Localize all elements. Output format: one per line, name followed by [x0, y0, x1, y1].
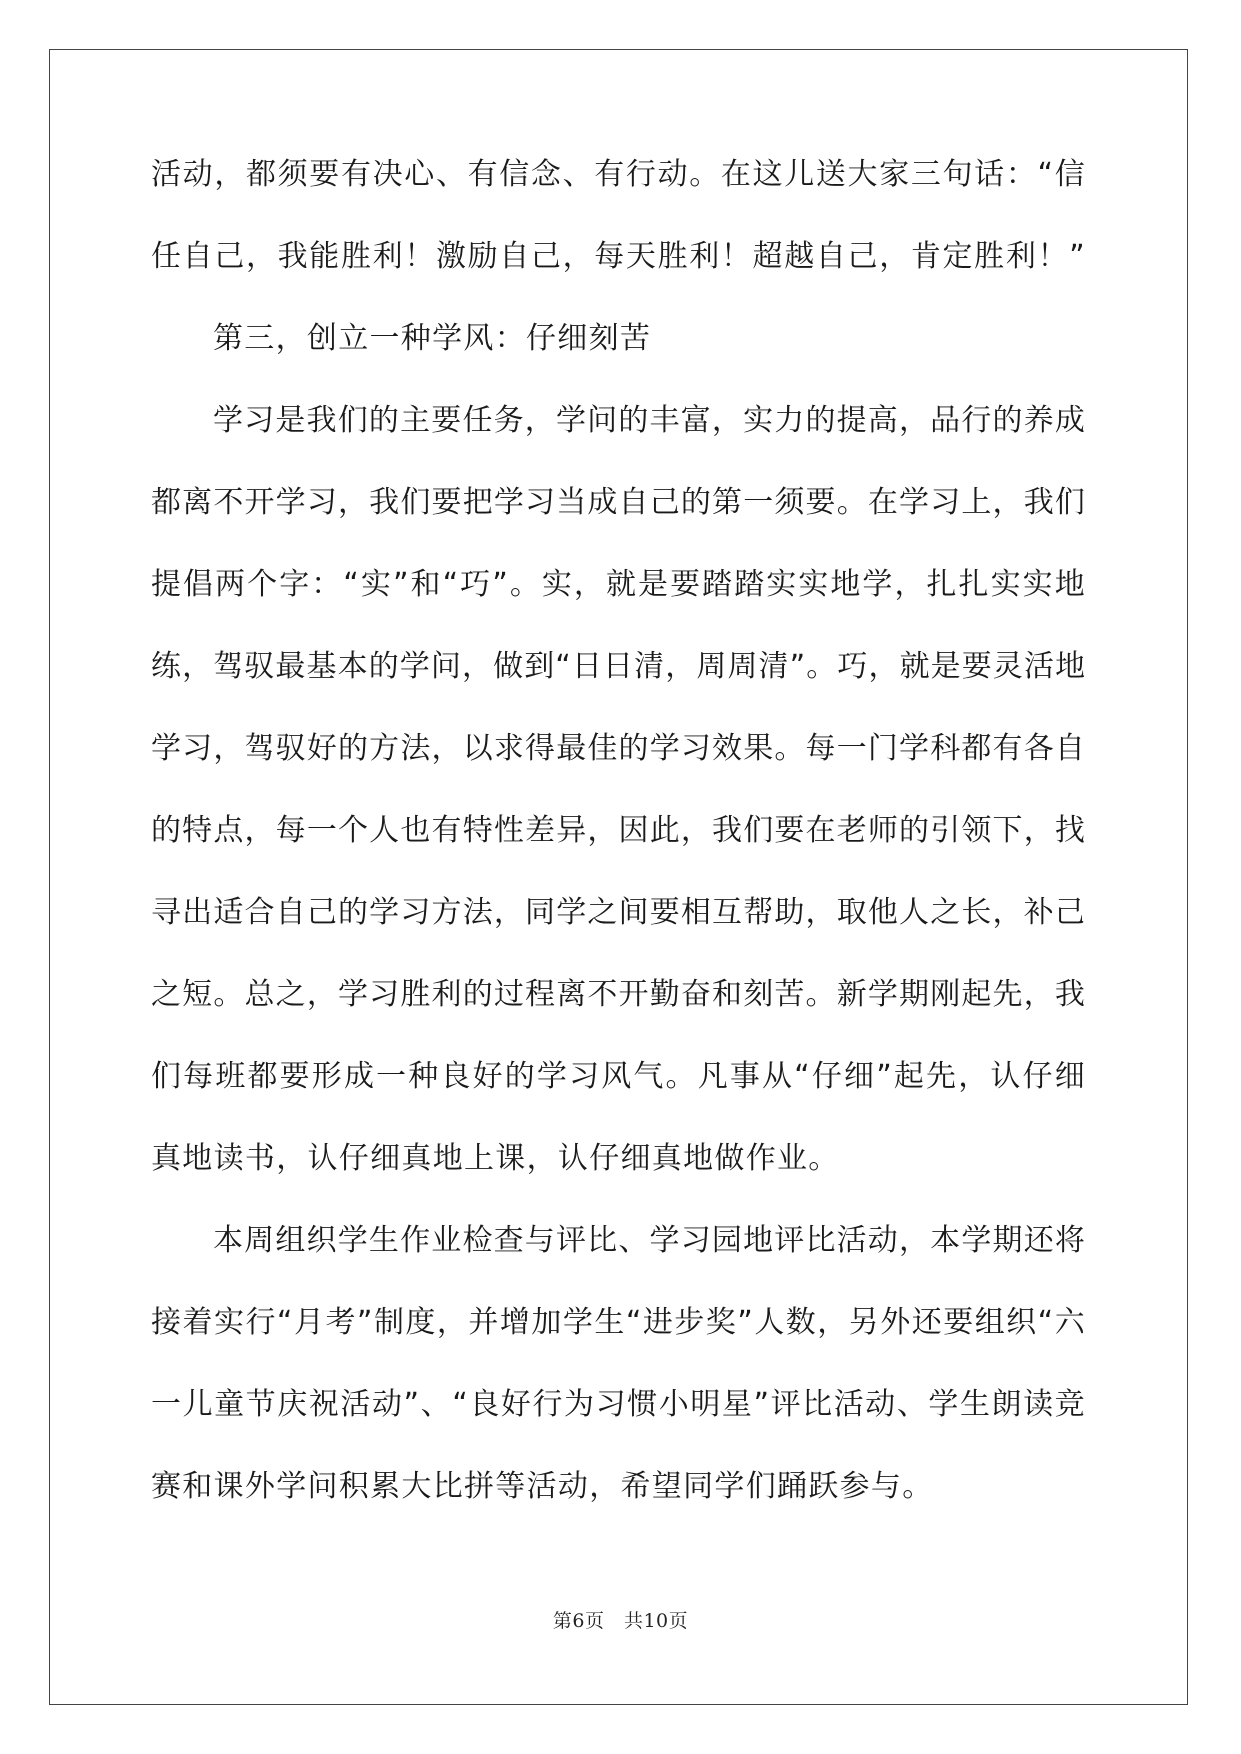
section-heading: 第三，创立一种学风：仔细刻苦 [213, 321, 652, 356]
text-line: 活动，都须要有决心、有信念、有行动。在这儿送大家三句话：“信 [151, 157, 1086, 192]
text-line: 任自己，我能胜利！激励自己，每天胜利！超越自己，肯定胜利！” [151, 239, 1086, 274]
text-line: 之短。总之，学习胜利的过程离不开勤奋和刻苦。新学期刚起先，我 [151, 977, 1086, 1012]
text-line: 学习，驾驭好的方法，以求得最佳的学习效果。每一门学科都有各自 [151, 731, 1086, 766]
text-line: 接着实行“月考”制度，并增加学生“进步奖”人数，另外还要组织“六 [151, 1305, 1086, 1340]
text-line: 本周组织学生作业检查与评比、学习园地评比活动，本学期还将 [213, 1223, 1086, 1258]
text-line: 真地读书，认仔细真地上课，认仔细真地做作业。 [151, 1141, 840, 1176]
text-line: 赛和课外学问积累大比拼等活动，希望同学们踊跃参与。 [151, 1469, 934, 1504]
text-line: 一儿童节庆祝活动”、“良好行为习惯小明星”评比活动、学生朗读竞 [151, 1387, 1086, 1422]
text-line: 们每班都要形成一种良好的学习风气。凡事从“仔细”起先，认仔细 [151, 1059, 1086, 1094]
text-line: 学习是我们的主要任务，学问的丰富，实力的提高，品行的养成 [213, 403, 1086, 438]
page-number-footer: 第6页 共10页 [552, 1610, 689, 1632]
text-line: 练，驾驭最基本的学问，做到“日日清，周周清”。巧，就是要灵活地 [151, 649, 1087, 684]
text-line: 的特点，每一个人也有特性差异，因此，我们要在老师的引领下，找 [151, 813, 1086, 848]
text-line: 提倡两个字：“实”和“巧”。实，就是要踏踏实实地学，扎扎实实地 [151, 567, 1086, 602]
document-body [151, 158, 1086, 1503]
text-line: 都离不开学习，我们要把学习当成自己的第一须要。在学习上，我们 [151, 485, 1086, 520]
text-line: 寻出适合自己的学习方法，同学之间要相互帮助，取他人之长，补己 [151, 895, 1086, 930]
